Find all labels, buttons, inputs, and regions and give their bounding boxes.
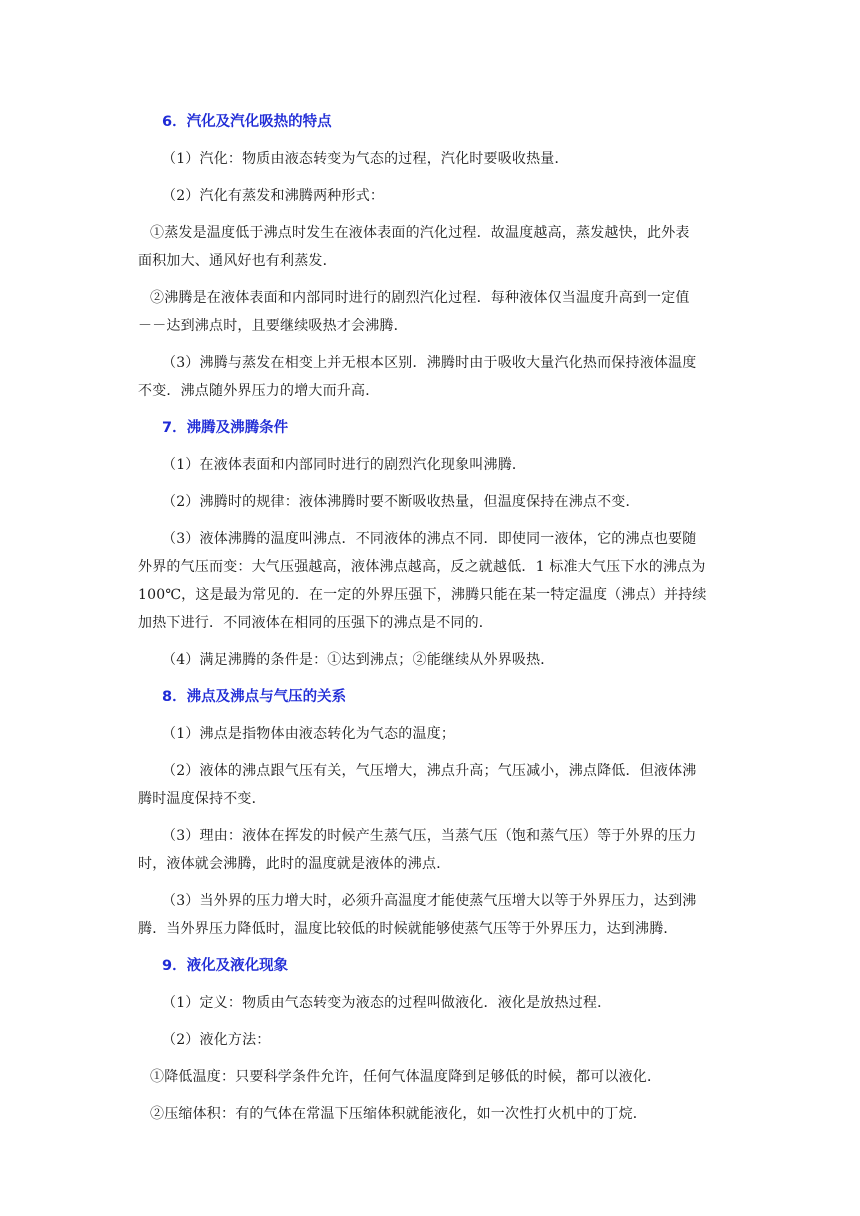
paragraph: [138, 488, 738, 516]
paragraph: [138, 822, 738, 878]
paragraph-line: 加热下进行．不同液体在相同的压强下的沸点是不同的．: [138, 615, 493, 631]
paragraph-line: （1）沸点是指物体由液态转化为气态的温度；: [162, 726, 456, 742]
paragraph-line: （2）沸腾时的规律：液体沸腾时要不断吸收热量，但温度保持在沸点不变．: [162, 494, 640, 510]
paragraph-line: ②沸腾是在液体表面和内部同时进行的剧烈汽化过程．每种液体仅当温度升高到一定值: [150, 290, 690, 306]
paragraph-line: 面积加大、通风好也有利蒸发．: [138, 253, 337, 269]
paragraph-line: （4）满足沸腾的条件是：①达到沸点；②能继续从外界吸热．: [162, 652, 555, 668]
section-heading: 7．沸腾及沸腾条件: [162, 420, 289, 436]
spacer: [138, 516, 738, 525]
paragraph: [138, 646, 738, 674]
paragraph: [138, 525, 738, 637]
spacer: [138, 479, 738, 488]
spacer: [138, 405, 738, 414]
paragraph: [138, 182, 738, 210]
spacer: [138, 813, 738, 822]
spacer: [138, 1017, 738, 1026]
paragraph: [138, 720, 738, 748]
spacer: [138, 173, 738, 182]
paragraph: [138, 1100, 738, 1128]
paragraph-line: （2）液体的沸点跟气压有关，气压增大，沸点升高；气压减小，沸点降低．但液体沸: [162, 763, 697, 779]
spacer: [138, 442, 738, 451]
paragraph-line: 腾时温度保持不变．: [138, 791, 266, 807]
paragraph-line: （3）沸腾与蒸发在相变上并无根本区别．沸腾时由于吸收大量汽化热而保持液体温度: [162, 355, 697, 371]
paragraph-line: ①降低温度：只要科学条件允许，任何气体温度降到足够低的时候，都可以液化．: [150, 1069, 662, 1085]
paragraph: [138, 1026, 738, 1054]
document-content: [138, 108, 738, 1137]
spacer: [138, 1091, 738, 1100]
spacer: [138, 711, 738, 720]
paragraph: [138, 219, 738, 275]
section-heading: 6．汽化及汽化吸热的特点: [162, 114, 332, 130]
spacer: [138, 210, 738, 219]
spacer: [138, 943, 738, 952]
spacer: [138, 748, 738, 757]
paragraph-line: （2）汽化有蒸发和沸腾两种形式：: [162, 188, 385, 204]
paragraph-line: （3）理由：液体在挥发的时候产生蒸气压，当蒸气压（饱和蒸气压）等于外界的压力: [162, 828, 697, 844]
paragraph-line: （3）液体沸腾的温度叫沸点．不同液体的沸点不同．即使同一液体，它的沸点也要随: [162, 531, 697, 547]
section-heading: 9．液化及液化现象: [162, 958, 289, 974]
paragraph: [138, 451, 738, 479]
paragraph-line: 外界的气压而变：大气压强越高，液体沸点越高，反之就越低．1 标准大气压下水的沸点为: [138, 559, 706, 575]
section-heading: 8．沸点及沸点与气压的关系: [162, 689, 347, 705]
paragraph-line: （3）当外界的压力增大时，必须升高温度才能使蒸气压增大以等于外界压力，达到沸: [162, 893, 697, 909]
paragraph-line: ②压缩体积：有的气体在常温下压缩体积就能液化，如一次性打火机中的丁烷．: [150, 1106, 647, 1122]
paragraph: [138, 145, 738, 173]
paragraph-line: －－达到沸点时，且要继续吸热才会沸腾．: [138, 318, 408, 334]
paragraph-line: ①蒸发是温度低于沸点时发生在液体表面的汽化过程．故温度越高，蒸发越快，此外表: [150, 225, 690, 241]
paragraph: [138, 349, 738, 405]
paragraph-line: （1）在液体表面和内部同时进行的剧烈汽化现象叫沸腾．: [162, 457, 527, 473]
spacer: [138, 1128, 738, 1137]
paragraph-line: （1）汽化：物质由液态转变为气态的过程，汽化时要吸收热量．: [162, 151, 569, 167]
spacer: [138, 980, 738, 989]
paragraph-line: 100℃，这是最为常见的．在一定的外界压强下，沸腾只能在某一特定温度（沸点）并持续: [138, 587, 707, 603]
spacer: [138, 340, 738, 349]
paragraph: [138, 887, 738, 943]
spacer: [138, 637, 738, 646]
paragraph: [138, 757, 738, 813]
paragraph: [138, 284, 738, 340]
spacer: [138, 136, 738, 145]
spacer: [138, 878, 738, 887]
paragraph-line: （1）定义：物质由气态转变为液态的过程叫做液化．液化是放热过程．: [162, 995, 612, 1011]
spacer: [138, 1054, 738, 1063]
spacer: [138, 674, 738, 683]
paragraph-line: 时，液体就会沸腾，此时的温度就是液体的沸点．: [138, 856, 451, 872]
paragraph: [138, 1063, 738, 1091]
spacer: [138, 275, 738, 284]
paragraph-line: （2）液化方法：: [162, 1032, 271, 1048]
paragraph-line: 腾．当外界压力降低时，温度比较低的时候就能够使蒸气压等于外界压力，达到沸腾．: [138, 921, 678, 937]
paragraph-line: 不变．沸点随外界压力的增大而升高．: [138, 383, 380, 399]
paragraph: [138, 989, 738, 1017]
